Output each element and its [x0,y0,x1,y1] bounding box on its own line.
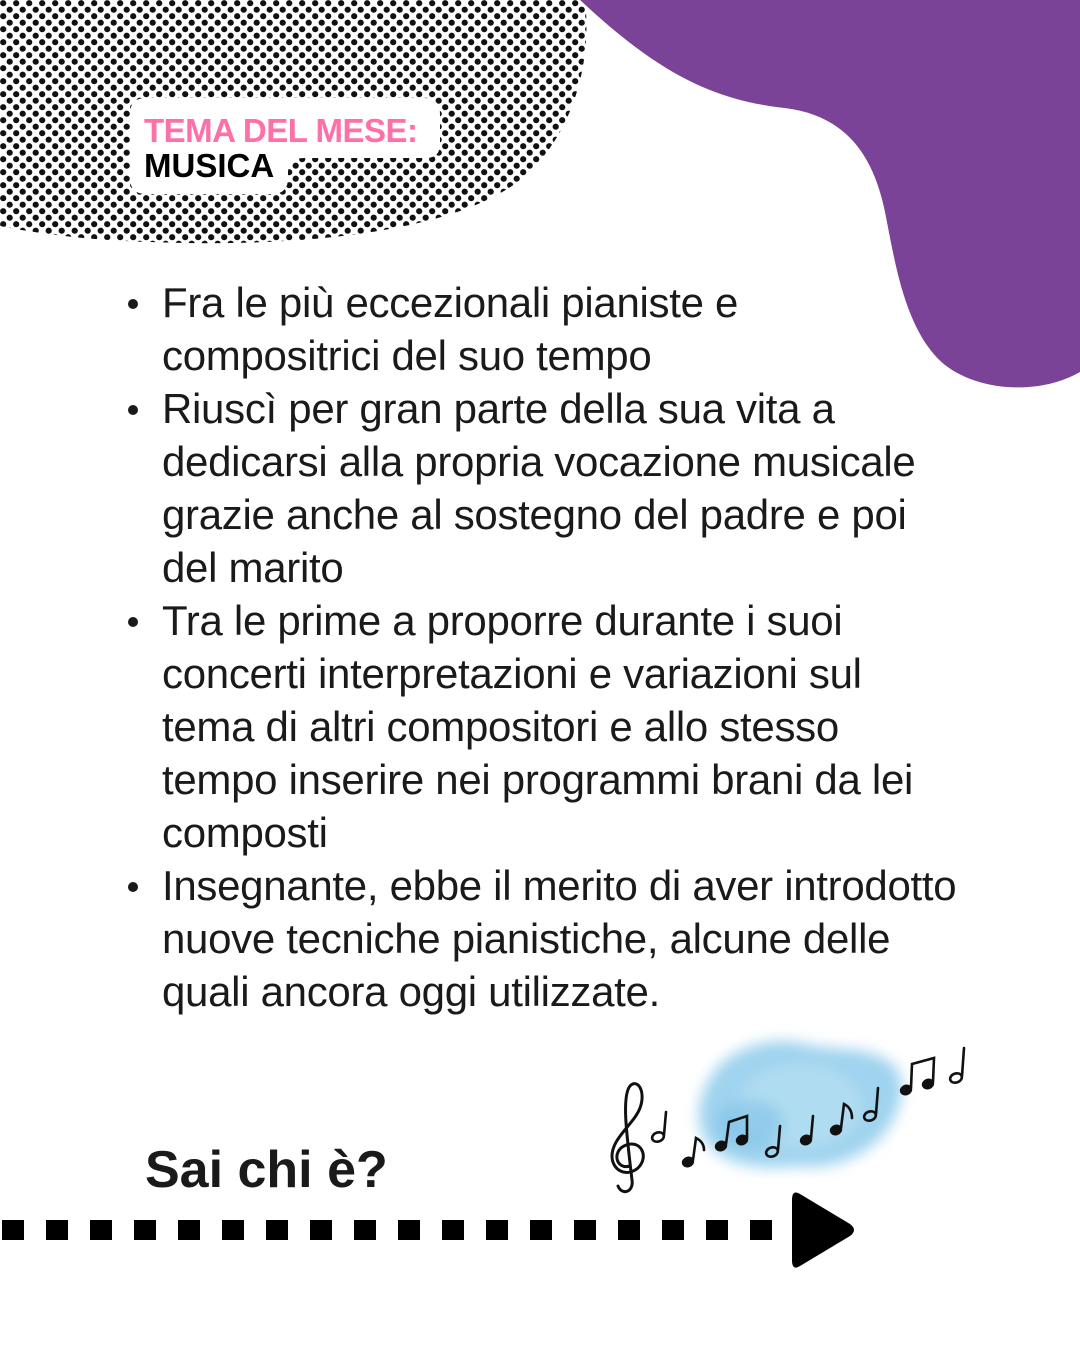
theme-value: MUSICA [144,147,275,184]
dashed-arrow-icon [0,1180,880,1280]
question-heading: Sai chi è? [145,1141,388,1199]
play-triangle-icon [792,1192,854,1267]
theme-label: TEMA DEL MESE: [144,112,418,149]
facts-list [162,276,962,1018]
theme-tag [128,98,440,194]
list-item: Tra le prime a proporre durante i suoi concerti interpretazioni e variazioni sul tema di altri compositori e allo stesso tempo inserire nei programmi brani da lei composti [162,594,962,859]
music-notes-decoration [600,1020,990,1200]
watercolor-splash [699,1041,902,1168]
treble-clef-icon [612,1084,643,1192]
list-item: Riuscì per gran parte della sua vita a dedicarsi alla propria vocazione musicale grazie anche al sostegno del padre e poi del marito [162,382,962,594]
list-item: Insegnante, ebbe il merito di aver introdotto nuove tecniche pianistiche, alcune delle quali ancora oggi utilizzate. [162,859,962,1018]
list-item: Fra le più eccezionali pianiste e compositrici del suo tempo [162,276,962,382]
